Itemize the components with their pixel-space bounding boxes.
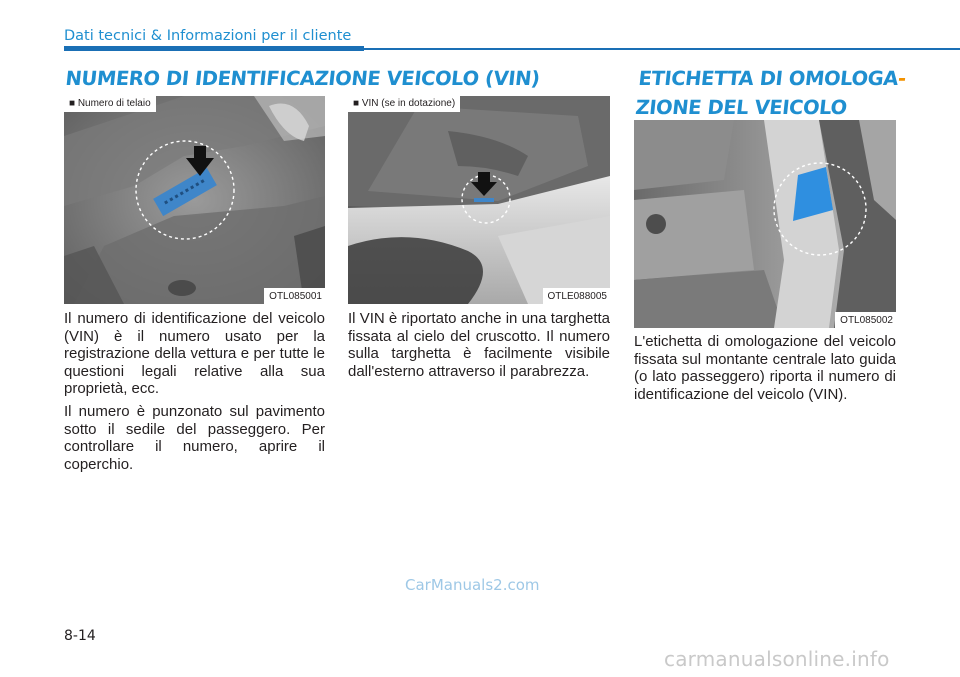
paragraph: Il numero è punzonato sul pavimento sotto il sedile del passeggero. Per controllare il numero, aprire il coperchio. <box>64 402 325 473</box>
pillar-illustration <box>634 120 896 328</box>
figure-vin-windshield <box>348 96 610 304</box>
watermark-carmanuals2: CarManuals2.com <box>405 576 540 594</box>
footer-site-watermark: carmanualsonline.info <box>664 647 890 671</box>
header-rule-thick <box>64 46 364 51</box>
figure-vin-floor <box>64 96 325 304</box>
section-title-vin: NUMERO DI IDENTIFICAZIONE VEICOLO (VIN) <box>64 67 541 90</box>
body-text-col1 <box>64 310 325 478</box>
section-title-homologation <box>634 64 907 122</box>
body-text-col3 <box>634 333 896 408</box>
figure-label: ■ Numero di telaio <box>64 96 156 112</box>
figure-code: OTLE088005 <box>543 288 611 304</box>
figure-label: ■ VIN (se in dotazione) <box>348 96 460 112</box>
figure-code: OTL085002 <box>835 312 896 328</box>
page-number: 8-14 <box>64 628 96 644</box>
figure-code: OTL085001 <box>264 288 325 304</box>
paragraph: Il numero di identificazione del veicolo (VIN) è il numero usato per la registrazione della vettura e per tutte le questioni legali relative alla sua proprietà, ecc. <box>64 310 325 398</box>
floor-illustration <box>64 96 325 304</box>
title-hyphen: - <box>896 67 907 90</box>
title-line-2: ZIONE DEL VEICOLO <box>634 96 848 119</box>
header-rule-thin <box>364 48 960 50</box>
paragraph: L'etichetta di omologazione del veicolo fissata sul montante centrale lato guida (o lato passeggero) riporta il numero di identificazione del veicolo (VIN). <box>634 333 896 403</box>
title-line-1: ETICHETTA DI OMOLOGA <box>637 67 900 90</box>
figure-homologation-label <box>634 120 896 328</box>
paragraph: Il VIN è riportato anche in una targhetta fissata al cielo del cruscotto. Il numero sulla targhetta è facilmente visibile dall'esterno attraverso il parabrezza. <box>348 310 610 380</box>
body-text-col2 <box>348 310 610 385</box>
running-header: Dati tecnici & Informazioni per il cliente <box>64 28 352 44</box>
windshield-illustration <box>348 96 610 304</box>
